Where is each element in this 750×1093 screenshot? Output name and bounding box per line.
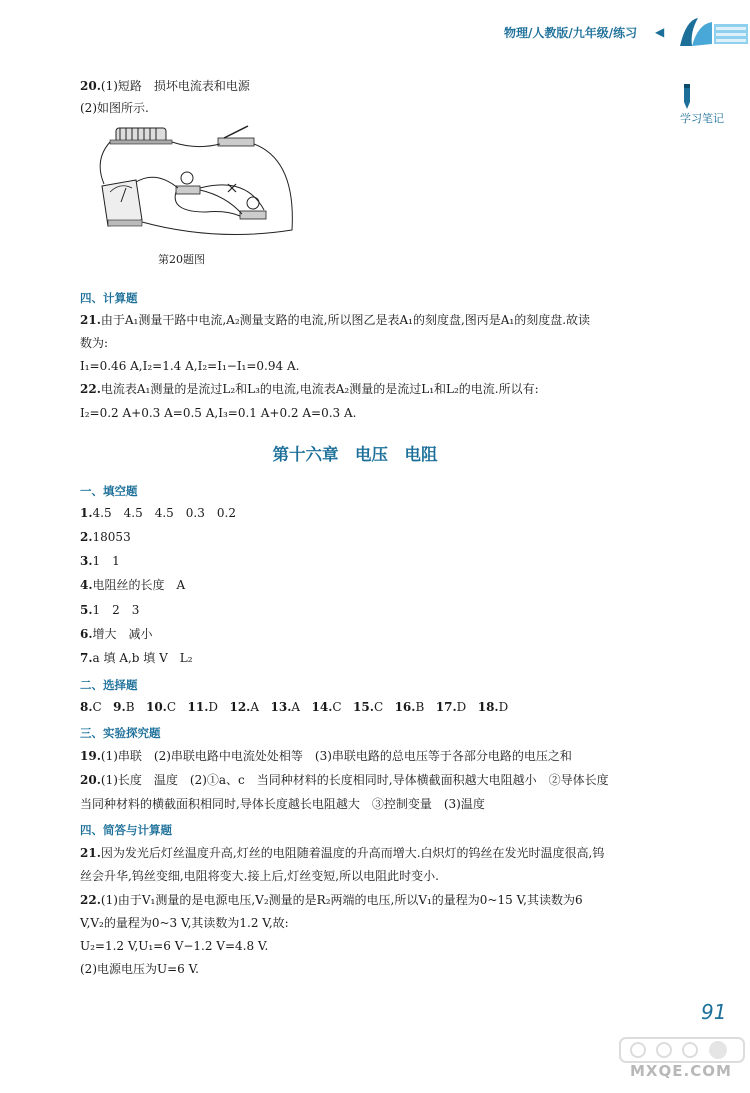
choice-item xyxy=(353,700,383,714)
choice-number: 9. xyxy=(113,700,126,714)
choice-answer: A xyxy=(291,700,301,714)
choice-number: 11. xyxy=(187,700,209,714)
q22b-line2: V,V₂的量程为0~3 V,其读数为1.2 V,故: xyxy=(80,916,289,930)
fill-answer-3 xyxy=(80,554,120,569)
q20-line2: (2)如图所示. xyxy=(80,101,149,115)
q20-line1 xyxy=(80,79,250,94)
choice-item xyxy=(478,700,509,714)
answer-number: 3. xyxy=(80,554,93,568)
answer-number: 7. xyxy=(80,651,93,665)
rheostat-icon xyxy=(110,128,172,144)
answer-number: 5. xyxy=(80,603,93,617)
q22b-line4: (2)电源电压为U=6 V. xyxy=(80,962,199,976)
running-header: 物理/人教版/九年级/练习 xyxy=(504,26,638,40)
answer-text: 增大 减小 xyxy=(92,627,153,641)
choice-item xyxy=(395,700,425,714)
choice-item xyxy=(113,700,134,714)
bulb-icon xyxy=(240,197,266,219)
ammeter-icon xyxy=(102,180,142,226)
choice-answers-row xyxy=(80,700,508,715)
q21-number: 21. xyxy=(80,313,101,327)
q21-line1 xyxy=(80,313,590,328)
q22b-number: 22. xyxy=(80,893,101,907)
choice-number: 18. xyxy=(477,700,499,714)
fill-answer-5 xyxy=(80,603,139,618)
q19-number: 19. xyxy=(80,749,101,763)
answer-number: 1. xyxy=(80,506,93,520)
q20b-number: 20. xyxy=(80,773,101,787)
q22b-line3: U₂=1.2 V,U₁=6 V−1.2 V=4.8 V. xyxy=(80,939,269,953)
q21-line3: I₁=0.46 A,I₂=1.4 A,I₂=I₁−I₁=0.94 A. xyxy=(80,359,300,373)
q21b-text: 因为发光后灯丝温度升高,灯丝的电阻随着温度的升高而增大.白炽灯的钨丝在发光时温度很高,钨 xyxy=(100,846,605,860)
q19-line xyxy=(80,749,572,764)
choice-item xyxy=(80,700,102,714)
bulb-icon xyxy=(176,172,200,194)
q22-text: 电流表A₁测量的是流过L₂和L₃的电流,电流表A₂测量的是流过L₁和L₂的电流.所以有: xyxy=(100,382,539,396)
q22b-text: (1)由于V₁测量的是电源电压,V₂测量的是R₂两端的电压,所以V₁的量程为0~15 V,其读数为6 xyxy=(100,893,583,907)
q20b-line1 xyxy=(80,773,609,788)
q22-line1 xyxy=(80,382,539,397)
page-number: 91 xyxy=(701,1000,727,1024)
choice-item xyxy=(436,700,467,714)
choice-number: 15. xyxy=(353,700,374,714)
answer-number: 2. xyxy=(80,530,93,544)
switch-icon xyxy=(218,126,254,146)
choice-answer: C xyxy=(92,700,102,714)
choice-answer: C xyxy=(166,700,177,714)
choice-item xyxy=(188,700,219,714)
section-heading-choice: 二、选择题 xyxy=(80,678,138,692)
choice-item xyxy=(229,700,259,714)
choice-answer: D xyxy=(208,700,219,714)
q20b-text: (1)长度 温度 (2)①a、c 当同种材料的长度相同时,导体横截面积越大电阻越小 ②导体长度 xyxy=(100,773,609,787)
choice-number: 14. xyxy=(311,700,333,714)
choice-answer: B xyxy=(415,700,425,714)
choice-number: 8. xyxy=(80,700,93,714)
fill-answer-2 xyxy=(80,530,131,545)
section-heading-calc: 四、计算题 xyxy=(80,291,138,305)
fill-answer-4 xyxy=(80,578,185,593)
header-arrow-icon: ◀ xyxy=(655,25,665,39)
choice-number: 17. xyxy=(435,700,457,714)
choice-number: 13. xyxy=(270,700,292,714)
pen-icon xyxy=(678,82,700,112)
fill-answer-1 xyxy=(80,506,236,521)
section-heading-experiment: 三、实验探究题 xyxy=(80,726,161,740)
q20b-line2: 当同种材料的横截面积相同时,导体长度越长电阻越大 ③控制变量 (3)温度 xyxy=(80,797,485,811)
answer-text: 电阻丝的长度 A xyxy=(92,578,186,592)
section-heading-short: 四、简答与计算题 xyxy=(80,823,172,837)
figure-caption: 第20题图 xyxy=(158,253,205,266)
choice-answer: C xyxy=(332,700,342,714)
choice-number: 12. xyxy=(229,700,251,714)
answer-number: 4. xyxy=(80,578,93,592)
q22-line2: I₂=0.2 A+0.3 A=0.5 A,I₃=0.1 A+0.2 A=0.3 A. xyxy=(80,406,357,420)
answer-text: 18053 xyxy=(92,530,131,544)
answer-number: 6. xyxy=(80,627,93,641)
choice-item xyxy=(146,700,176,714)
choice-item xyxy=(312,700,342,714)
choice-answer: D xyxy=(456,700,467,714)
choice-item xyxy=(271,700,301,714)
section-heading-fill: 一、填空题 xyxy=(80,484,138,498)
choice-answer: B xyxy=(125,700,135,714)
q20-text: (1)短路 损坏电流表和电源 xyxy=(100,79,250,93)
q22-number: 22. xyxy=(80,382,101,396)
choice-answer: C xyxy=(373,700,384,714)
q21-text: 由于A₁测量干路中电流,A₂测量支路的电流,所以图乙是表A₁的刻度盘,图丙是A₁的刻度盘.故读 xyxy=(100,313,591,327)
q22b-line1 xyxy=(80,893,583,908)
fill-answer-7 xyxy=(80,651,193,666)
circuit-diagram xyxy=(96,120,306,244)
answer-text: a 填 A,b 填 V L₂ xyxy=(92,651,193,665)
q21-line2: 数为: xyxy=(80,336,109,350)
choice-answer: D xyxy=(498,700,509,714)
answer-text: 1 2 3 xyxy=(92,603,140,617)
answer-text: 1 1 xyxy=(92,554,120,568)
q21b-line1 xyxy=(80,846,604,861)
book-logo-icon xyxy=(676,14,750,52)
choice-answer: A xyxy=(250,700,260,714)
q19-text: (1)串联 (2)串联电路中电流处处相等 (3)串联电路的总电压等于各部分电路的电压之和 xyxy=(100,749,572,763)
study-notes-label: 学习笔记 xyxy=(680,112,724,125)
fill-answer-6 xyxy=(80,627,153,642)
answer-text: 4.5 4.5 4.5 0.3 0.2 xyxy=(92,506,236,520)
chapter-title: 第十六章 电压 电阻 xyxy=(272,445,438,464)
q21b-number: 21. xyxy=(80,846,101,860)
q20-number: 20. xyxy=(80,79,101,93)
q21b-line2: 丝会升华,钨丝变细,电阻将变大.接上后,灯丝变短,所以电阻此时变小. xyxy=(80,869,439,883)
watermark-text: MXQE.COM xyxy=(630,1062,732,1080)
choice-number: 16. xyxy=(394,700,416,714)
choice-number: 10. xyxy=(145,700,167,714)
